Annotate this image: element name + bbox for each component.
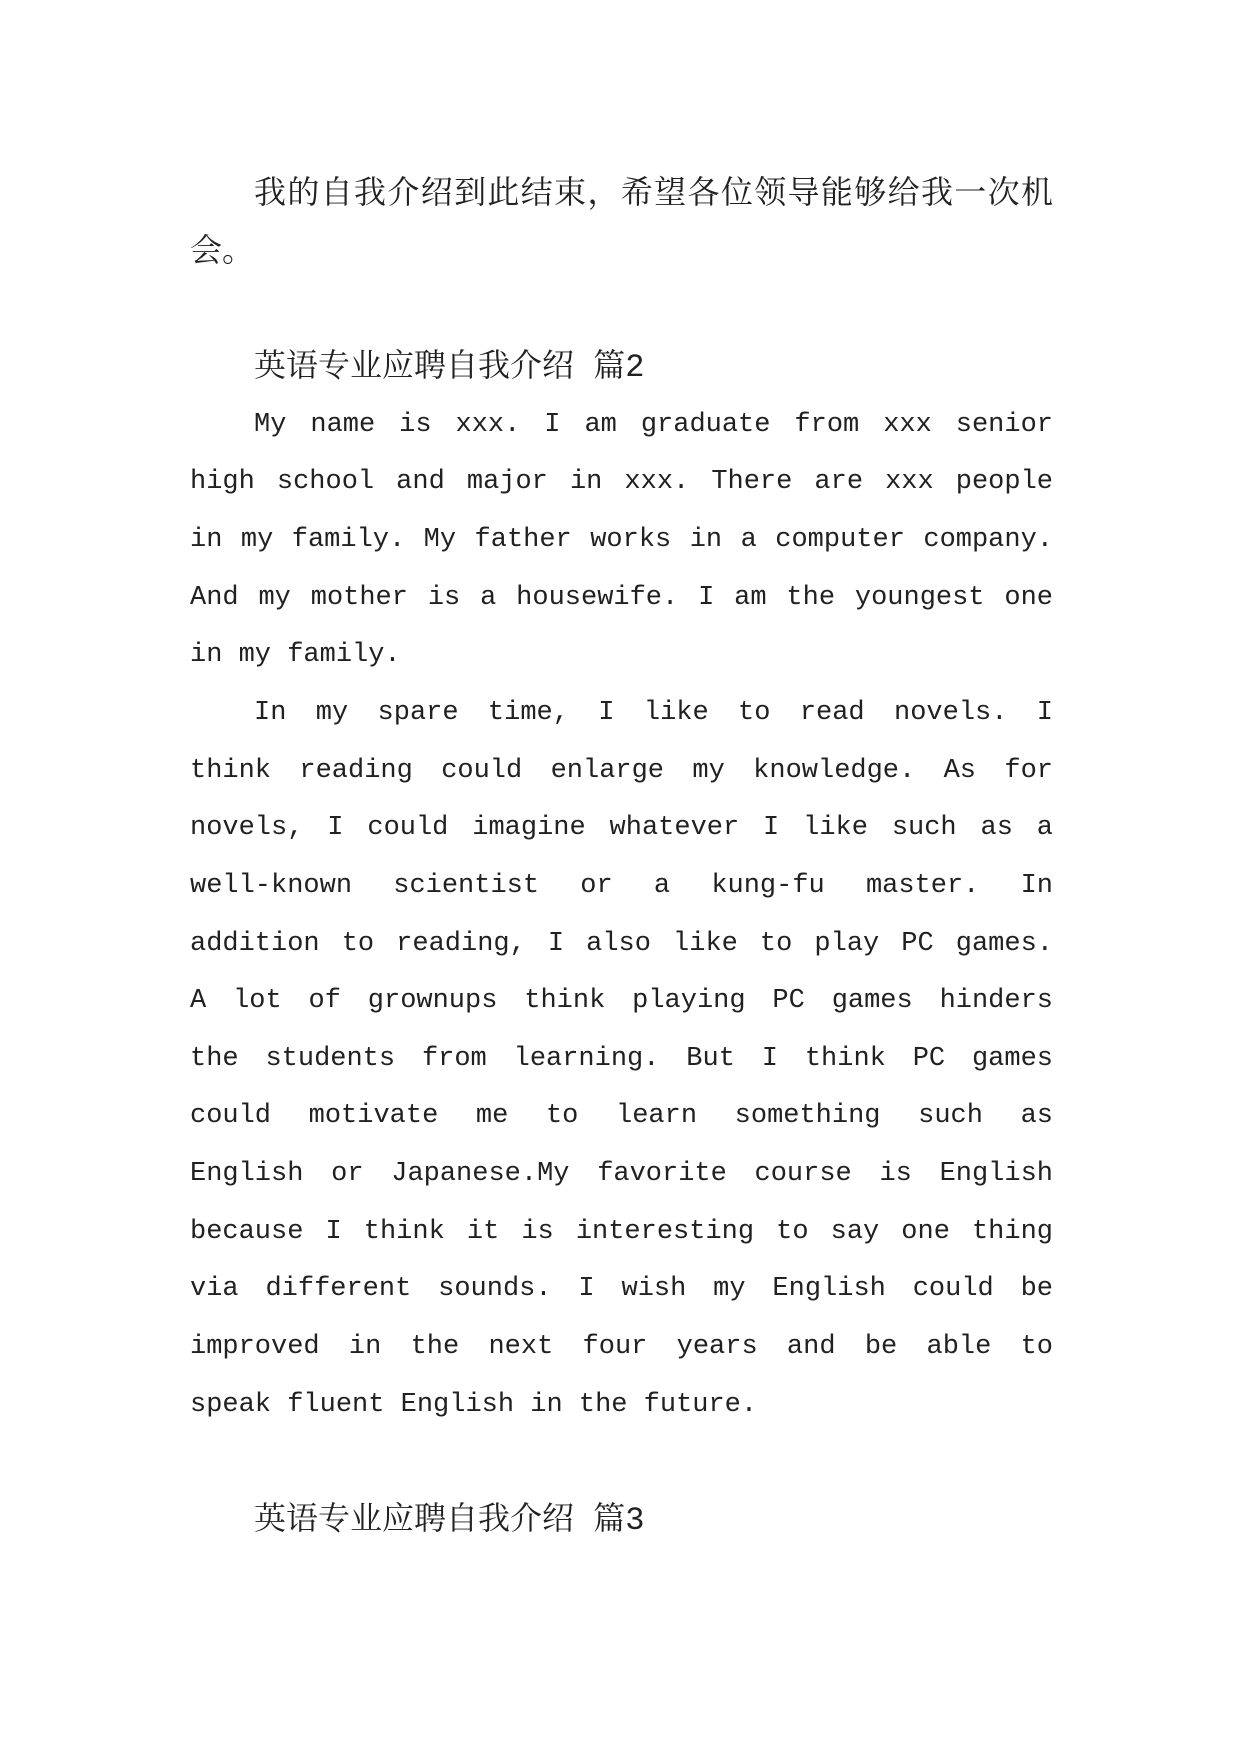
text-line: addition to reading, I also like to play PC games. bbox=[190, 928, 1053, 959]
section-2-paragraph-1 bbox=[190, 397, 1053, 685]
text-line: high school and major in xxx. There are xxx people bbox=[190, 467, 1053, 498]
text-line: My name is xxx. I am graduate from xxx senior bbox=[254, 409, 1053, 440]
text-line: well-known scientist or a kung-fu master. In bbox=[190, 870, 1053, 901]
section-3-heading: 英语专业应聘自我介绍 篇3 bbox=[254, 1502, 645, 1540]
section-2-heading: 英语专业应聘自我介绍 篇2 bbox=[254, 348, 645, 386]
section-2-paragraph-2 bbox=[190, 685, 1053, 1435]
text-line: in my family. My father works in a computer company. bbox=[190, 524, 1053, 555]
text-line: A lot of grownups think playing PC games hinders bbox=[190, 986, 1053, 1017]
text-line: English or Japanese.My favorite course is English bbox=[190, 1159, 1053, 1190]
closing-paragraph bbox=[190, 166, 1053, 281]
text-line: could motivate me to learn something such as bbox=[190, 1101, 1053, 1132]
text-line: via different sounds. I wish my English could be bbox=[190, 1274, 1053, 1305]
text-line: In my spare time, I like to read novels. I bbox=[254, 697, 1053, 728]
text-line: think reading could enlarge my knowledge. As for bbox=[190, 755, 1053, 786]
text-line: the students from learning. But I think PC games bbox=[190, 1043, 1053, 1074]
text-line: in my family. bbox=[190, 640, 401, 671]
text-line: because I think it is interesting to say one thing bbox=[190, 1216, 1053, 1247]
text-line: improved in the next four years and be able to bbox=[190, 1332, 1053, 1363]
text-line: And my mother is a housewife. I am the youngest one bbox=[190, 582, 1053, 613]
text-line: novels, I could imagine whatever I like such as a bbox=[190, 813, 1053, 844]
text-line: 会。 bbox=[190, 233, 255, 271]
text-line: speak fluent English in the future. bbox=[190, 1389, 758, 1420]
text-line: 我的自我介绍到此结束，希望各位领导能够给我一次机 bbox=[254, 176, 1053, 213]
